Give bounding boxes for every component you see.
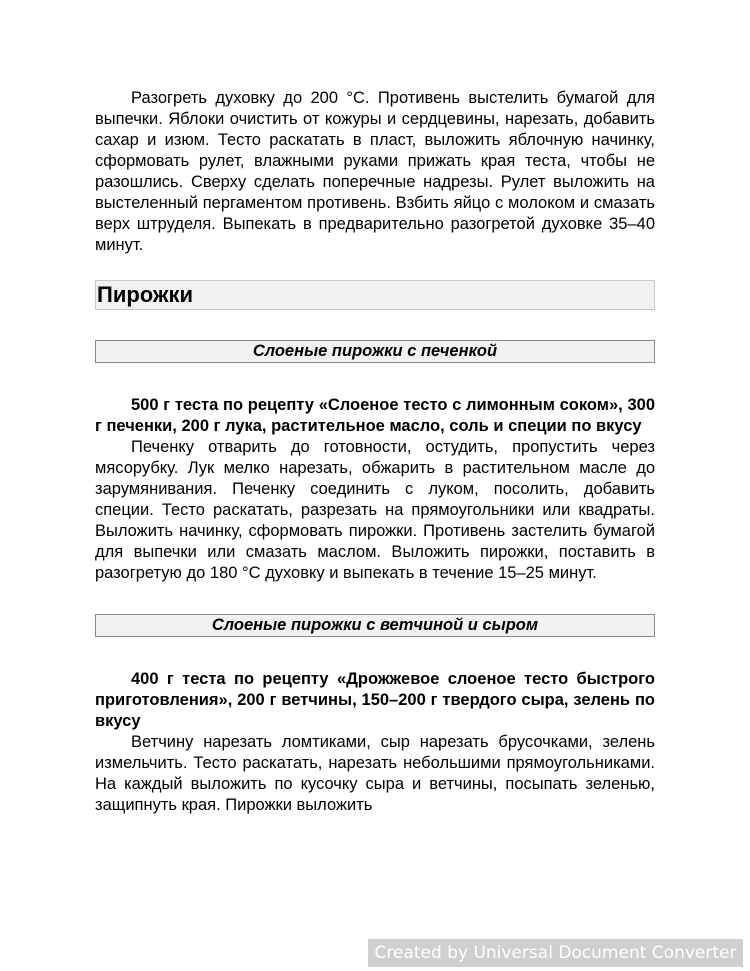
recipe-1-ingredients: 500 г теста по рецепту «Слоеное тесто с лимонным соком», 300 г печенки, 200 г лука, растительное масло, соль и специи по вкусу <box>95 396 655 435</box>
recipe-title-2: Слоеные пирожки с ветчиной и сыром <box>95 614 655 637</box>
recipe-title-1: Слоеные пирожки с печенкой <box>95 340 655 363</box>
recipe-1-method: Печенку отварить до готовности, остудить, пропустить через мясорубку. Лук мелко нарезать, обжарить в растительном масле до зарумянивания. Печенку соединить с луком, посолить, добавить специи. Тесто раскатать, разрезать на прямоугольники или квадраты. Выложить начинку, сформовать пирожки. Противень застелить бумагой для выпечки или смазать маслом. Выложить пирожки, поставить в разогретую до 180 °С духовку и выпекать в течение 15–25 минут. <box>95 438 655 582</box>
watermark: Created by Universal Document Converter <box>368 939 743 967</box>
recipe-2-method: Ветчину нарезать ломтиками, сыр нарезать брусочками, зелень измельчить. Тесто раскатать, нарезать небольшими прямоугольниками. На каждый выложить по кусочку сыра и ветчины, посыпать зеленью, защипнуть края. Пирожки выложить <box>95 733 655 814</box>
section-heading: Пирожки <box>95 280 655 310</box>
document-page <box>95 88 655 816</box>
recipe-2-ingredients: 400 г теста по рецепту «Дрожжевое слоеное тесто быстрого приготовления», 200 г ветчины, 150–200 г твердого сыра, зелень по вкусу <box>95 670 655 730</box>
intro-paragraph: Разогреть духовку до 200 °С. Противень выстелить бумагой для выпечки. Яблоки очистить от кожуры и сердцевины, нарезать, добавить сахар и изюм. Тесто раскатать в пласт, выложить яблочную начинку, сформовать рулет, влажными руками прижать края теста, чтобы не разошлись. Сверху сделать поперечные надрезы. Рулет выложить на выстеленный пергаментом противень. Взбить яйцо с молоком и смазать верх штруделя. Выпекать в предварительно разогретой духовке 35–40 минут. <box>95 89 655 254</box>
